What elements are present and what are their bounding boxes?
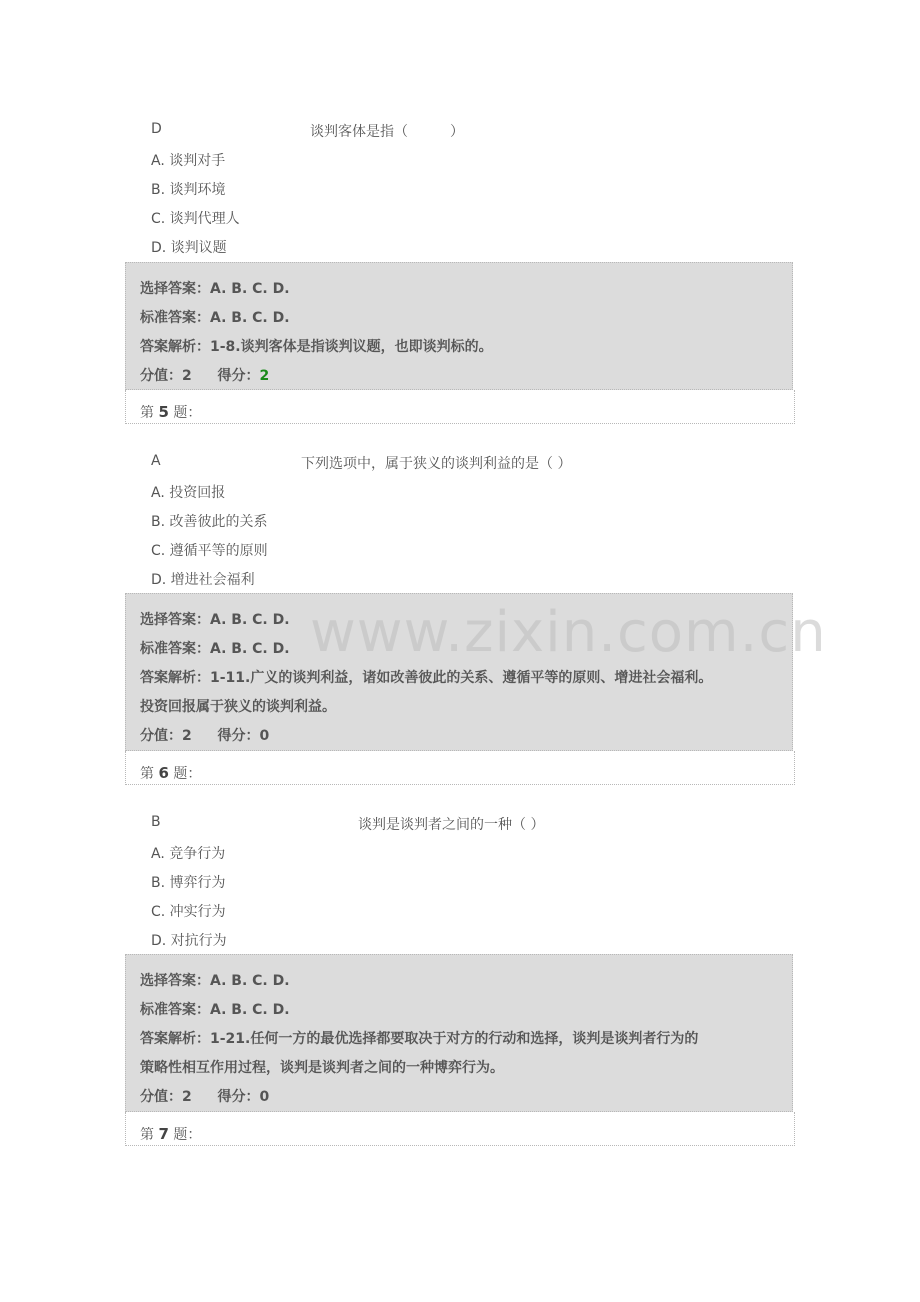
question-number: 第 5 题： [125,390,795,424]
analysis-text-continued: 策略性相互作用过程，谈判是谈判者之间的一种博弈行为。 [140,1060,504,1076]
score-line [140,725,269,745]
watermark: www.zixin.com.cn [310,600,827,665]
answer-panel [125,593,793,751]
standard-answer: 标准答案：A. B. C. D. [140,310,290,326]
analysis-label: 答案解析： [140,339,210,355]
option-a[interactable]: A. 竞争行为 [151,846,226,862]
score-line [140,1086,269,1106]
answer-analysis [140,1028,698,1048]
question-index: 6 [158,764,169,782]
answer-analysis [140,336,493,356]
option-c[interactable]: C. 冲实行为 [151,904,226,920]
option-d[interactable]: D. 增进社会福利 [151,572,255,588]
selected-answer: B [151,814,161,830]
question-index: 7 [158,1125,169,1143]
analysis-text: 1-21.任何一方的最优选择都要取决于对方的行动和选择，谈判是谈判者行为的 [210,1031,699,1047]
analysis-text-continued: 投资回报属于狭义的谈判利益。 [140,699,336,715]
score-value: 分值：2 [140,368,192,384]
question-stem: 谈判是谈判者之间的一种（ ） [358,817,545,833]
score-value: 分值：2 [140,728,192,744]
option-c[interactable]: C. 遵循平等的原则 [151,543,268,559]
analysis-label: 答案解析： [140,1031,210,1047]
option-b[interactable]: B. 博弈行为 [151,875,226,891]
option-b[interactable]: B. 谈判环境 [151,182,226,198]
score-value: 分值：2 [140,1089,192,1105]
got-label: 得分： [217,1089,260,1105]
got-value: 2 [259,368,270,384]
question-stem: 谈判客体是指（ ） [310,124,464,140]
select-answer: 选择答案：A. B. C. D. [140,612,290,628]
question-header [151,121,791,141]
option-d[interactable]: D. 对抗行为 [151,933,227,949]
question-number: 第 6 题： [125,751,795,785]
analysis-label: 答案解析： [140,670,210,686]
option-a[interactable]: A. 谈判对手 [151,153,226,169]
question-header [151,814,791,834]
question-number: 第 7 题： [125,1112,795,1146]
analysis-text: 1-8.谈判客体是指谈判议题，也即谈判标的。 [210,339,493,355]
select-answer: 选择答案：A. B. C. D. [140,281,290,297]
analysis-text: 1-11.广义的谈判利益，诸如改善彼此的关系、遵循平等的原则、增进社会福利。 [210,670,713,686]
got-value: 0 [259,728,270,744]
standard-answer: 标准答案：A. B. C. D. [140,1002,290,1018]
score-line [140,365,269,385]
got-label: 得分： [217,728,260,744]
got-value: 0 [259,1089,270,1105]
select-answer: 选择答案：A. B. C. D. [140,973,290,989]
answer-analysis [140,667,712,687]
question-stem: 下列选项中，属于狭义的谈判利益的是（ ） [301,456,572,472]
standard-answer: 标准答案：A. B. C. D. [140,641,290,657]
question-index: 5 [158,403,169,421]
got-label: 得分： [217,368,260,384]
option-b[interactable]: B. 改善彼此的关系 [151,514,268,530]
selected-answer: A [151,453,161,469]
answer-panel [125,262,793,390]
option-c[interactable]: C. 谈判代理人 [151,211,240,227]
option-a[interactable]: A. 投资回报 [151,485,226,501]
answer-panel [125,954,793,1112]
selected-answer: D [151,121,162,137]
question-header [151,453,791,473]
option-d[interactable]: D. 谈判议题 [151,240,227,256]
